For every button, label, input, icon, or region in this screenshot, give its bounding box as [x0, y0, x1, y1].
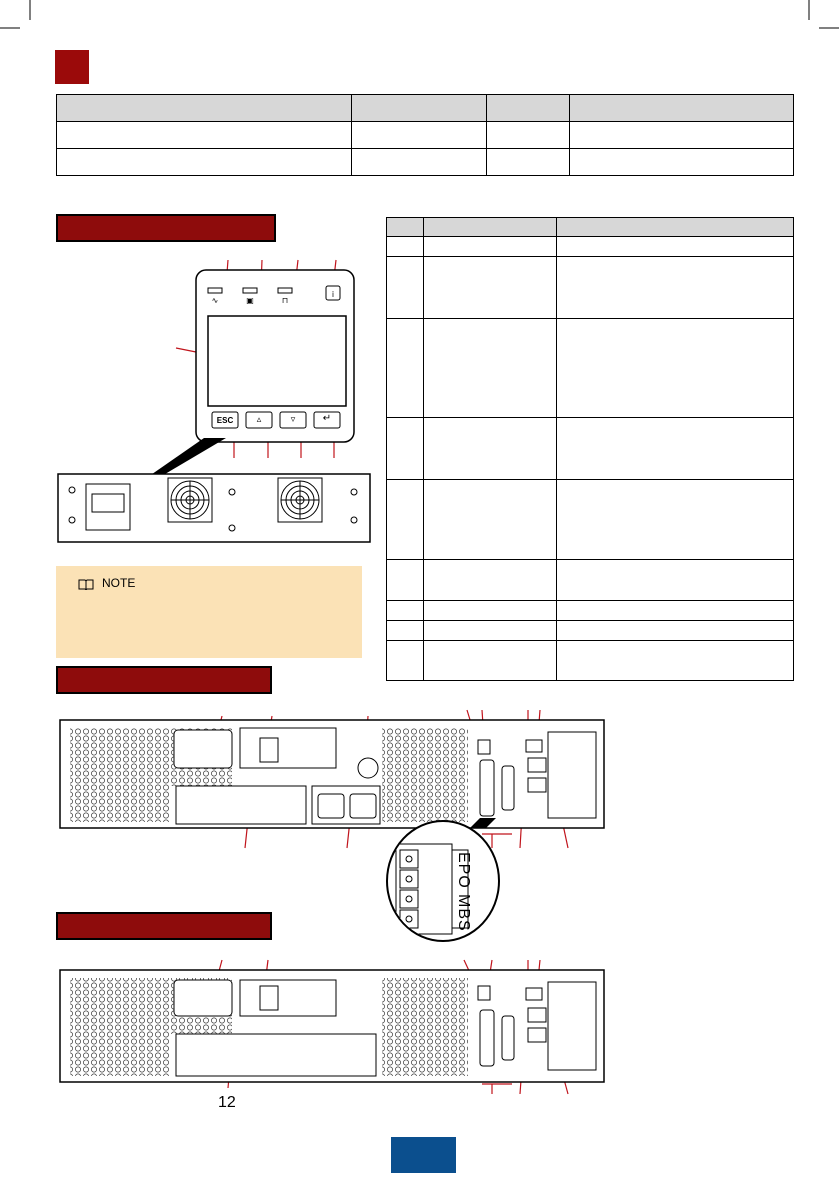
bypass-indicator-icon: ⊓: [281, 296, 289, 305]
spec-cell: [57, 149, 352, 176]
esc-button: ESC: [216, 416, 234, 425]
legend-header: [557, 218, 794, 237]
legend-cell: [387, 621, 424, 641]
info-indicator-icon: i: [331, 290, 335, 299]
rear-panel-b-diagram: [50, 954, 620, 1104]
fan-right-icon: [278, 478, 322, 522]
legend-cell: [387, 319, 424, 418]
battery-indicator-icon: ▣: [246, 296, 254, 305]
db9-port-1: [480, 760, 494, 816]
slot-cover: [176, 786, 306, 824]
down-button: ▿: [290, 414, 296, 424]
enter-button: ↵: [322, 413, 332, 424]
legend-cell: [387, 237, 424, 257]
rj45-port-1: [528, 758, 546, 772]
spec-table: [56, 94, 794, 176]
legend-cell: [557, 480, 794, 560]
card-slot: [548, 732, 596, 818]
legend-table: [386, 217, 794, 681]
fan-cover: [174, 730, 232, 768]
legend-header: [424, 218, 557, 237]
crop-marks: [0, 0, 839, 40]
spec-cell: [570, 122, 794, 149]
fan-left-icon: [168, 478, 212, 522]
legend-cell: [424, 641, 557, 681]
spec-cell: [352, 122, 487, 149]
rj45-port-2: [528, 778, 546, 792]
legend-cell: [424, 621, 557, 641]
legend-cell: [424, 601, 557, 621]
slot-cover-b: [176, 1034, 376, 1076]
rear-panel-a-diagram: [50, 700, 620, 960]
mbs-label: MBS: [455, 894, 472, 932]
spec-header: [570, 95, 794, 122]
spec-cell: [487, 149, 570, 176]
legend-cell: [557, 601, 794, 621]
spec-cell: [352, 149, 487, 176]
legend-cell: [387, 418, 424, 480]
legend-cell: [387, 560, 424, 601]
spec-header: [487, 95, 570, 122]
legend-cell: [387, 641, 424, 681]
section-header-front-panel: [56, 214, 276, 242]
page-number: [391, 1137, 456, 1173]
lcd-screen: [208, 316, 346, 406]
epo-mbs-zoom: [386, 820, 500, 942]
callout-12: 12: [218, 1094, 236, 1111]
legend-cell: [387, 601, 424, 621]
legend-cell: [424, 480, 557, 560]
legend-header: [387, 218, 424, 237]
legend-cell: [424, 237, 557, 257]
legend-cell: [424, 319, 557, 418]
legend-cell: [424, 560, 557, 601]
up-button: ▵: [256, 414, 262, 424]
section-marker: [55, 50, 89, 84]
breaker-panel: [240, 728, 336, 768]
legend-cell: [557, 418, 794, 480]
spec-cell: [487, 122, 570, 149]
legend-cell: [387, 257, 424, 319]
note-title: NOTE: [102, 576, 136, 590]
legend-cell: [557, 621, 794, 641]
db9-port-2: [502, 766, 514, 810]
legend-cell: [424, 257, 557, 319]
legend-cell: [424, 418, 557, 480]
legend-cell: [557, 641, 794, 681]
spec-cell: [57, 122, 352, 149]
legend-cell: [387, 480, 424, 560]
legend-cell: [557, 560, 794, 601]
front-panel-diagram: [56, 248, 376, 548]
book-icon: [78, 578, 94, 590]
legend-cell: [557, 237, 794, 257]
legend-cell: [557, 257, 794, 319]
mains-indicator-icon: ∿: [211, 296, 219, 305]
spec-header: [57, 95, 352, 122]
legend-cell: [557, 319, 794, 418]
epo-label: EPO: [455, 852, 472, 889]
section-header-rear-panel-a: [56, 666, 272, 694]
note-box: [56, 566, 362, 658]
spec-header: [352, 95, 487, 122]
spec-cell: [570, 149, 794, 176]
